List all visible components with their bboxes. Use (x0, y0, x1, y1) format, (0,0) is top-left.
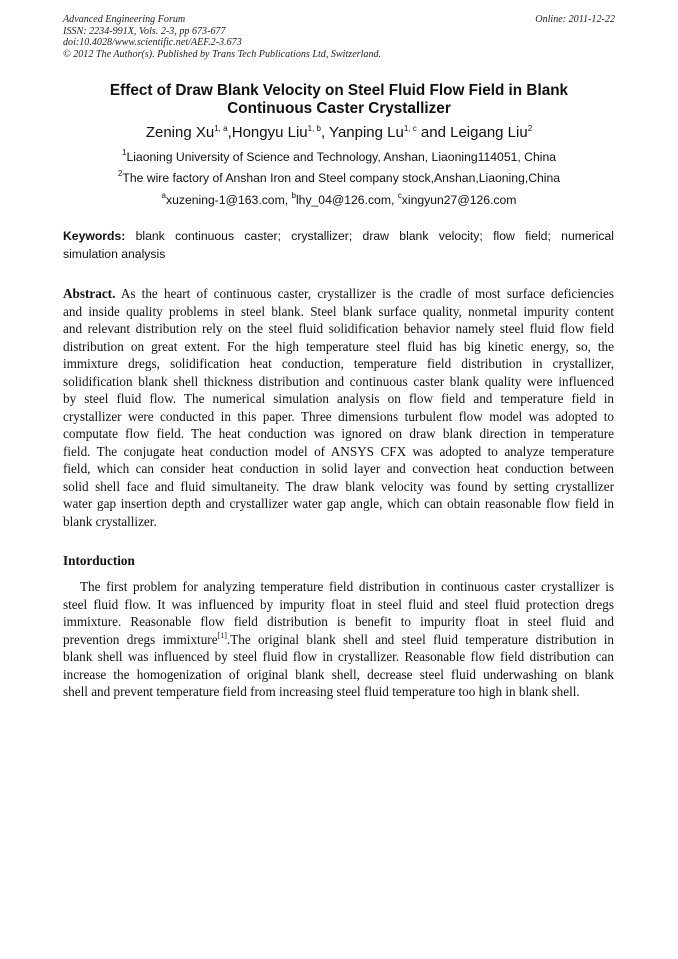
keywords-label: Keywords: (63, 229, 126, 243)
author-name: Leigang Liu (450, 124, 528, 141)
affiliation-text: The wire factory of Anshan Iron and Steel company stock,Anshan,Liaoning,China (122, 171, 561, 185)
abstract-line: field. The conjugate heat conduction model of ANSYS CFX was adopted to analyze temperature (63, 443, 614, 459)
author-separator: and (416, 124, 451, 141)
intro-line: shell and prevent temperature field from increasing steel fluid temperature too high in blank shell. (63, 684, 580, 699)
section-heading-introduction: Intorduction (63, 553, 135, 568)
intro-line: blank shell was influenced by steel fluid flow in crystallizer. Reasonable flow field distribution can (63, 649, 614, 664)
abstract-line: Abstract. As the heart of continuous caster, crystallizer is the cradle of most surface deficiencies (63, 286, 614, 301)
paper-title-line-2: Continuous Caster Crystallizer (227, 100, 451, 117)
issn-line: ISSN: 2234-991X, Vols. 2-3, pp 673-677 (63, 25, 226, 37)
affiliation-1 (60, 150, 618, 165)
email-address: lhy_04@126.com, (295, 193, 398, 207)
intro-line: prevention dregs immixture[1].The original blank shell and steel fluid temperature distribution in (63, 630, 614, 647)
paper-title-line-1: Effect of Draw Blank Velocity on Steel Fluid Flow Field in Blank (109, 82, 569, 99)
author-separator: , (320, 124, 330, 141)
affiliation-text: Liaoning University of Science and Technology, Anshan, Liaoning114051, China (126, 150, 557, 164)
intro-line: increase the homogenization of original blank shell, decrease steel fluid underwashing on blank (63, 666, 614, 682)
keywords-line-1 (63, 227, 614, 245)
affiliation-mark: 1 (121, 148, 127, 157)
email-mark: b (291, 191, 296, 200)
abstract-line: solidification blank shell thickness distribution and continuous caster blank quality were influenced (63, 373, 614, 389)
introduction-paragraph (63, 578, 614, 701)
abstract-line: and relevant distribution rely on the steel fluid solidification behavior namely steel fluid flow field (63, 321, 614, 336)
keywords-line-2: simulation analysis (63, 247, 166, 261)
email-mark: c (397, 191, 402, 200)
citation-reference: [1] (217, 630, 227, 640)
intro-line: steel fluid flow. It was influenced by impurity float in steel fluid and steel fluid protection dregs (63, 596, 614, 612)
abstract-line: field, which can consider heat conduction in solid layer and convection heat conduction between (63, 461, 614, 476)
author-name: Zening Xu (145, 124, 215, 141)
author-separator: , (227, 124, 232, 141)
online-date: Online: 2011-12-22 (535, 14, 615, 25)
abstract-line: crystallizer were conducted in this paper. Three dimensions turbulent flow model was adopted to (63, 408, 614, 424)
abstract-line: by steel fluid flow. The numerical simulation analysis on flow field and temperature field in (63, 391, 614, 406)
abstract-line: computate flow field. The heat conduction was ignored on draw blank direction in temperature (63, 426, 614, 441)
email-address: xingyun27@126.com (401, 193, 517, 207)
author-affiliation-mark: 1, b (307, 124, 321, 133)
abstract-line: blank crystallizer. (63, 513, 157, 529)
affiliation-mark: 2 (117, 169, 123, 178)
author-list (60, 124, 618, 142)
author-affiliation-mark: 1, c (403, 124, 417, 133)
email-mark: a (161, 191, 166, 200)
author-affiliation-mark: 2 (527, 124, 533, 133)
doi-line: doi:10.4028/www.scientific.net/AEF.2-3.673 (63, 37, 242, 48)
abstract-block (63, 285, 614, 530)
journal-name: Advanced Engineering Forum (63, 14, 186, 25)
author-name: Yanping Lu (329, 124, 404, 141)
keywords-block (63, 227, 614, 263)
abstract-line: water gap insertion depth and crystallizer water gap angle, which can obtain reasonable flow field in (63, 496, 614, 511)
abstract-line: immixture dregs, solidification heat conduction, temperature field distribution in crystallizer, (63, 356, 614, 371)
abstract-label: Abstract. (63, 286, 116, 301)
author-name: Hongyu Liu (231, 124, 308, 141)
copyright-line: © 2012 The Author(s). Published by Trans Tech Publications Ltd, Switzerland. (63, 48, 382, 60)
abstract-line: distribution on great extent. For the high temperature steel fluid has big kinetic energy, so, the (63, 338, 614, 354)
keywords-text: blank continuous caster; crystallizer; draw blank velocity; flow field; numerical (135, 229, 614, 243)
intro-line: immixture. Reasonable flow field distribution is benefit to impurity float in steel fluid and (63, 614, 614, 629)
abstract-line: solid shell face and fluid simultaneity. The draw blank velocity was found by setting crystallizer (63, 478, 614, 494)
intro-line: The first problem for analyzing temperature field distribution in continuous caster crystallizer is (80, 579, 614, 594)
author-affiliation-mark: 1, a (214, 124, 228, 133)
email-address: xuzening-1@163.com, (165, 193, 292, 207)
email-list (60, 193, 618, 208)
affiliation-2 (60, 171, 618, 186)
abstract-line: and inside quality problems in steel blank. Steel blank surface quality, nonmetal impurity content (63, 303, 614, 319)
